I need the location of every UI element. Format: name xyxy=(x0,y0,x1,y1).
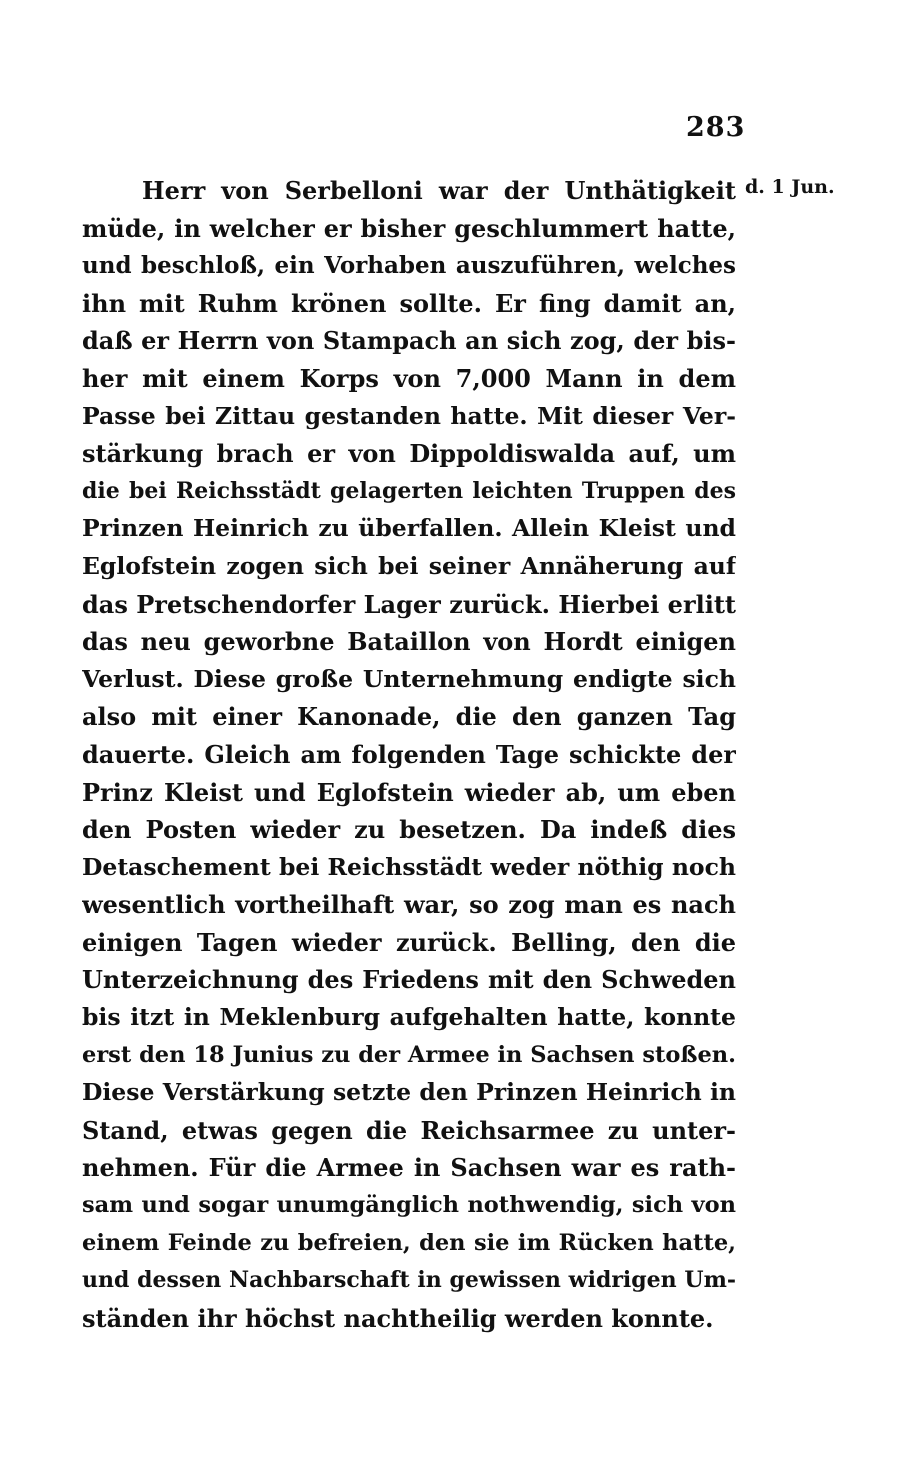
text-line: und beschloß, ein Vorhaben auszuführen, welches xyxy=(82,252,736,280)
text-line: Prinz Kleist und Eglofstein wieder ab, um eben xyxy=(82,777,736,807)
text-line: einigen Tagen wieder zurück. Belling, den die xyxy=(82,927,736,957)
text-line: Unterzeichnung des Friedens mit den Schweden xyxy=(82,965,736,995)
margin-note-date: d. 1 Jun. xyxy=(745,176,835,198)
text-line: müde, in welcher er bisher geschlummert hatte, xyxy=(82,213,736,243)
text-line: den Posten wieder zu besetzen. Da indeß dies xyxy=(82,815,736,845)
text-line: die bei Reichsstädt gelagerten leichten Truppen des xyxy=(82,477,736,504)
text-line: das neu geworbne Bataillon von Hordt einigen xyxy=(82,627,736,657)
text-line: Prinzen Heinrich zu überfallen. Allein Kleist und xyxy=(82,514,736,543)
text-line: also mit einer Kanonade, die den ganzen Tag xyxy=(82,702,736,732)
text-line: nehmen. Für die Armee in Sachsen war es rath- xyxy=(82,1153,736,1183)
text-line: Stand, etwas gegen die Reichsarmee zu unter- xyxy=(82,1115,736,1145)
text-line: Verlust. Diese große Unternehmung endigte sich xyxy=(82,664,736,693)
text-line: Diese Verstärkung setzte den Prinzen Heinrich in xyxy=(82,1078,736,1107)
text-line: ihn mit Ruhm krönen sollte. Er fing damit an, xyxy=(82,288,736,318)
text-line: und dessen Nachbarschaft in gewissen widrigen Um- xyxy=(82,1267,736,1294)
text-line: daß er Herrn von Stampach an sich zog, der bis- xyxy=(82,326,736,356)
text-line: ständen ihr höchst nachtheilig werden konnte. xyxy=(82,1303,714,1333)
text-line: wesentlich vortheilhaft war, so zog man es nach xyxy=(82,890,736,920)
text-line: sam und sogar unumgänglich nothwendig, sich von xyxy=(82,1192,736,1219)
text-line: Detaschement bei Reichsstädt weder nöthig noch xyxy=(82,852,736,881)
text-line: her mit einem Korps von 7,000 Mann in dem xyxy=(82,363,736,393)
text-line: Passe bei Zittau gestanden hatte. Mit dieser Ver- xyxy=(82,401,736,430)
text-line: Eglofstein zogen sich bei seiner Annäherung auf xyxy=(82,551,736,580)
page-number: 283 xyxy=(686,112,746,143)
text-line: das Pretschendorfer Lager zurück. Hierbei erlitt xyxy=(82,589,736,619)
text-line: dauerte. Gleich am folgenden Tage schickte der xyxy=(82,739,736,769)
text-line: Herr von Serbelloni war der Unthätigkeit xyxy=(142,176,736,205)
body-text xyxy=(82,172,736,1337)
text-line: bis itzt in Meklenburg aufgehalten hatte, konnte xyxy=(82,1003,736,1032)
text-line: stärkung brach er von Dippoldiswalda auf, um xyxy=(82,439,736,469)
text-line: einem Feinde zu befreien, den sie im Rücken hatte, xyxy=(82,1229,736,1256)
text-line: erst den 18 Junius zu der Armee in Sachsen stoßen. xyxy=(82,1041,736,1068)
